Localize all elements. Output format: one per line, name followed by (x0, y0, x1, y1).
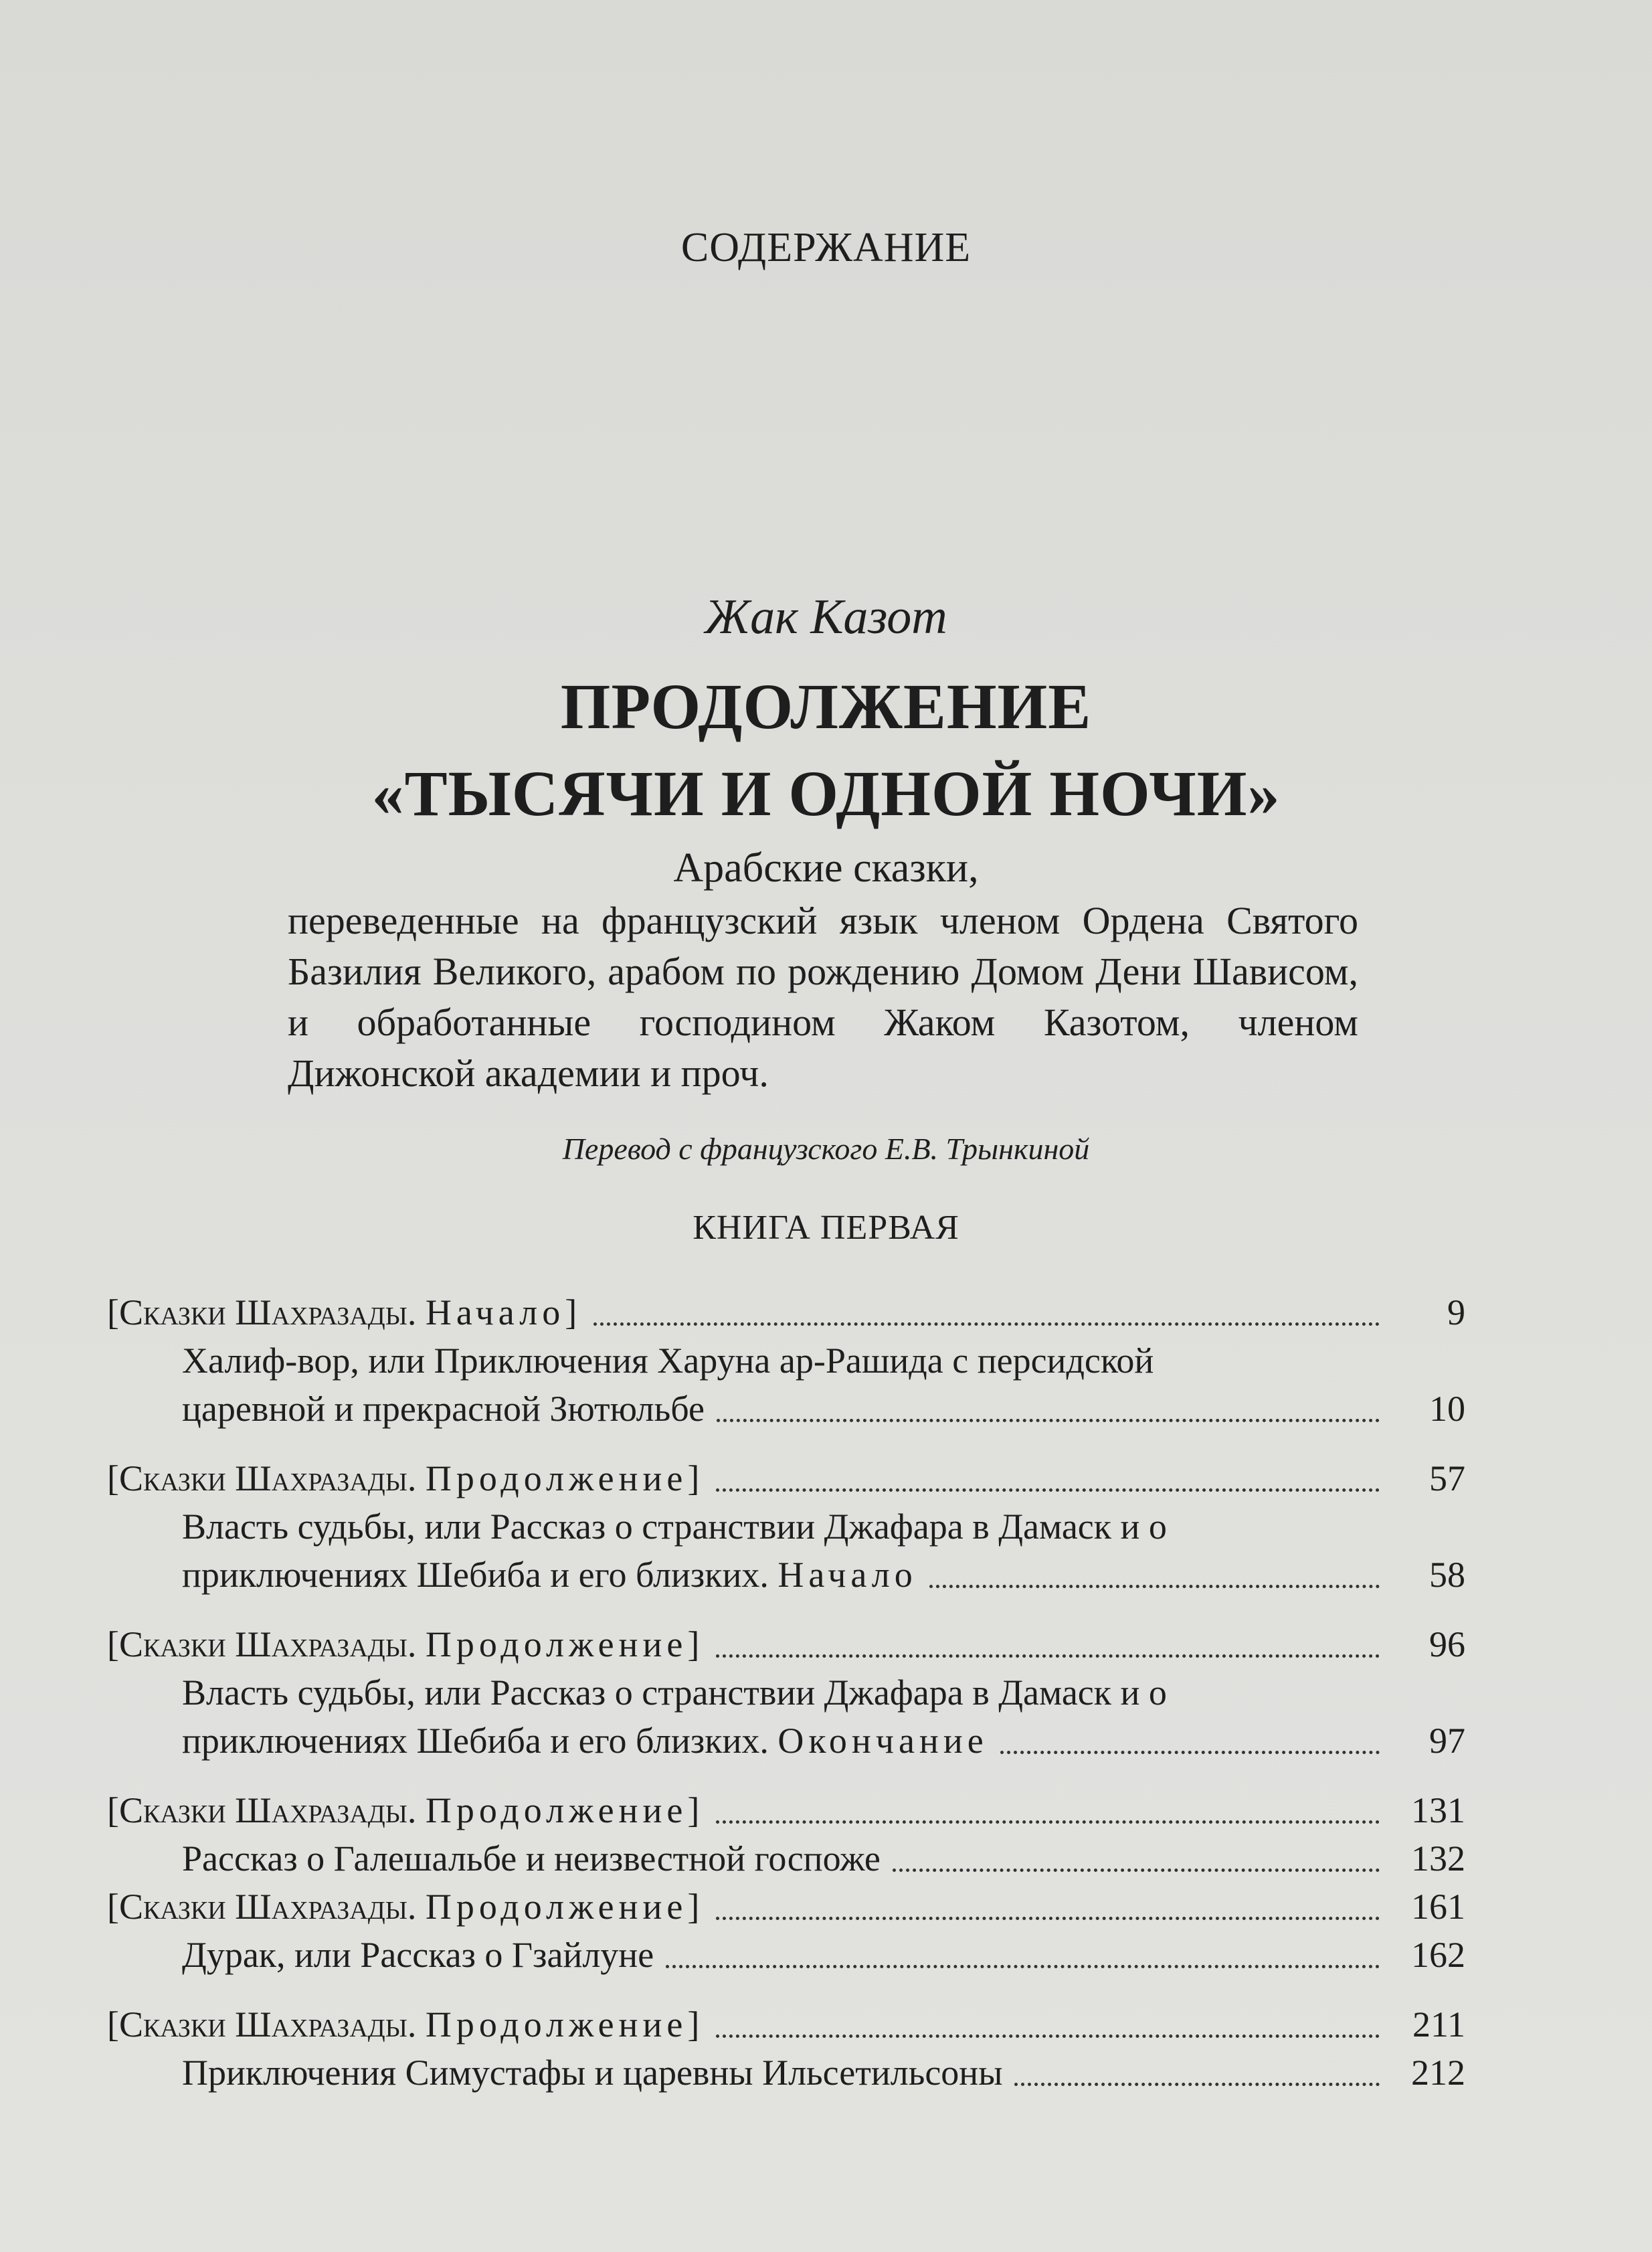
toc-entry[interactable] (107, 1883, 1465, 1931)
toc-page-number: 97 (1429, 1721, 1465, 1761)
contents-heading: СОДЕРЖАНИЕ (680, 225, 972, 270)
toc-entry-title: Рассказ о Галешальбе и неизвестной госпоже (182, 1838, 881, 1879)
toc-entry-title: Власть судьбы, или Рассказ о странствии Джафара в Дамаск и о (182, 1672, 1167, 1713)
dot-leader (716, 1814, 1380, 1824)
toc-page-number: 211 (1412, 2004, 1465, 2045)
dot-leader (716, 1648, 1380, 1658)
toc-page-number: 132 (1411, 1838, 1465, 1879)
toc-entry-title: Власть судьбы, или Рассказ о странствии Джафара в Дамаск и о (182, 1506, 1167, 1547)
book-one-heading: КНИГА ПЕРВАЯ (693, 1209, 959, 1247)
toc-entry-title: [Сказки Шахразады. Продолжение] (107, 1624, 705, 1664)
book-title-line-1: ПРОДОЛЖЕНИЕ (560, 671, 1092, 742)
toc-entry-title-continued: царевной и прекрасной Зютюльбе (182, 1389, 705, 1429)
dot-leader (717, 1412, 1380, 1422)
dot-leader (1014, 2076, 1380, 2086)
toc-entry[interactable] (182, 1717, 1465, 1765)
toc-entry-title: [Сказки Шахразады. Продолжение] (107, 1790, 705, 1830)
toc-page-number: 10 (1429, 1389, 1465, 1429)
table-of-contents (107, 1288, 1465, 2097)
dot-leader (716, 2028, 1380, 2038)
toc-page-number: 9 (1447, 1292, 1465, 1332)
toc-entry[interactable] (107, 1454, 1465, 1502)
toc-page-number: 212 (1411, 2053, 1465, 2093)
toc-entry-title: [Сказки Шахразады. Начало] (107, 1292, 582, 1332)
translator-credit: Перевод с французского Е.В. Трынкиной (562, 1132, 1090, 1166)
book-title-line-2: «ТЫСЯЧИ И ОДНОЙ НОЧИ» (371, 758, 1281, 829)
toc-entry[interactable] (107, 1620, 1465, 1668)
toc-page-number: 96 (1429, 1624, 1465, 1664)
dot-leader (1000, 1744, 1380, 1754)
toc-entry-title: Дурак, или Рассказ о Гзайлуне (182, 1935, 654, 1975)
dot-leader (716, 1482, 1380, 1492)
toc-entry[interactable] (107, 1786, 1465, 1834)
toc-page-number: 161 (1411, 1887, 1465, 1927)
toc-entry[interactable] (182, 2049, 1465, 2097)
edition-description: переведенные на французский язык членом Ордена Святого Базилия Великого, арабом по рождению Домом Дени Шависом, и обработанные господином Жаком Казотом, членом Дижонской академии и проч. (288, 899, 1358, 1095)
toc-entry-title: [Сказки Шахразады. Продолжение] (107, 1458, 705, 1498)
toc-entry-title: [Сказки Шахразады. Продолжение] (107, 1887, 705, 1927)
author-name: Жак Казот (705, 590, 947, 644)
toc-entry[interactable] (182, 1931, 1465, 1979)
toc-entry[interactable] (182, 1834, 1465, 1883)
dot-leader (929, 1578, 1380, 1588)
toc-page-number: 57 (1429, 1458, 1465, 1498)
dot-leader (716, 1910, 1380, 1920)
toc-entry[interactable] (182, 1385, 1465, 1433)
toc-page-number: 162 (1411, 1935, 1465, 1975)
toc-entry-title-continued: приключениях Шебиба и его близких. Начало (182, 1555, 917, 1595)
toc-entry[interactable] (182, 1551, 1465, 1599)
toc-page-number: 58 (1429, 1555, 1465, 1595)
dot-leader (593, 1316, 1380, 1326)
dot-leader (666, 1958, 1380, 1968)
toc-page-number: 131 (1411, 1790, 1465, 1830)
toc-entry-title: Халиф-вор, или Приключения Харуна ар-Рашида с персидской (182, 1340, 1154, 1381)
toc-entry[interactable] (107, 2000, 1465, 2049)
dot-leader (893, 1862, 1380, 1872)
subtitle: Арабские сказки, (673, 845, 979, 891)
toc-entry-title: [Сказки Шахразады. Продолжение] (107, 2004, 705, 2045)
toc-entry[interactable] (107, 1288, 1465, 1336)
toc-entry-title: Приключения Симустафы и царевны Ильсетильсоны (182, 2053, 1003, 2093)
toc-entry-title-continued: приключениях Шебиба и его близких. Окончание (182, 1721, 988, 1761)
